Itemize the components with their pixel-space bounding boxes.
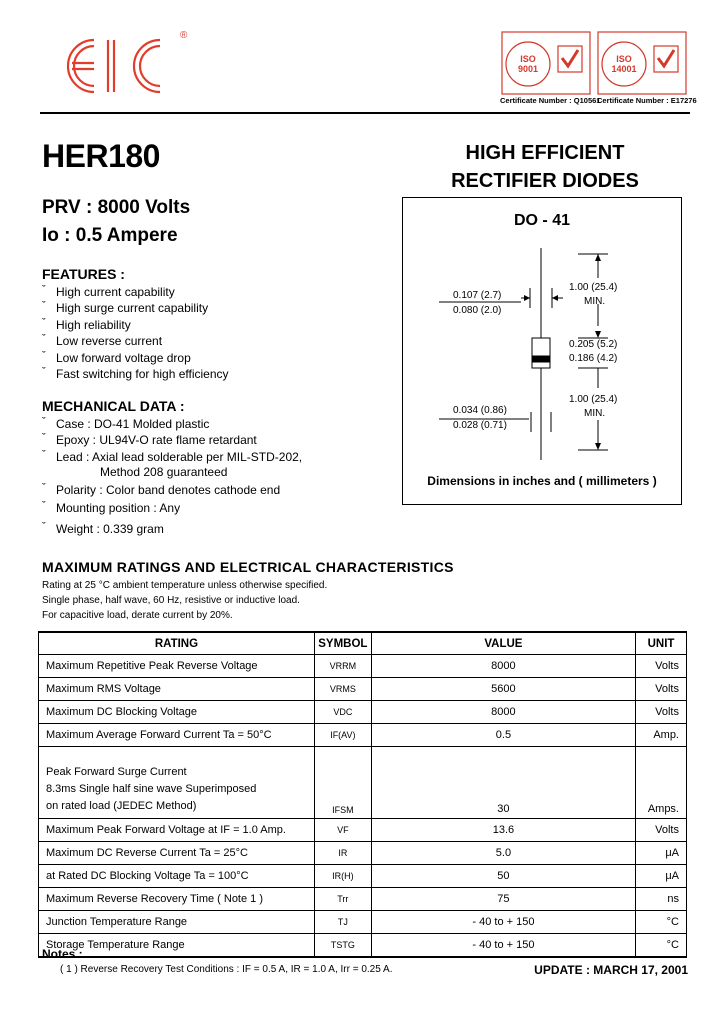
symbol-cell: VRMS [314,678,371,701]
table-row [39,747,687,819]
value-cell: 30 [371,747,635,819]
table-row [39,842,687,865]
table-row [39,888,687,911]
unit-cell: Volts [636,819,687,842]
value-cell: 75 [371,888,635,911]
ratings-heading: MAXIMUM RATINGS AND ELECTRICAL CHARACTERISTICS [42,559,454,575]
table-row [39,911,687,934]
rating-condition-2: Single phase, half wave, 60 Hz, resistive or inductive load. [42,595,300,606]
mech-case: ˇ Case : DO-41 Molded plastic [42,416,302,432]
rating-cell: Maximum Repetitive Peak Reverse Voltage [39,655,315,678]
table-row [39,655,687,678]
rating-cell: Maximum DC Reverse Current Ta = 25°C [39,842,315,865]
dim-wire-dia-max: 0.034 (0.86) [453,405,507,416]
table-row [39,819,687,842]
unit-cell: Volts [636,701,687,724]
rating-line: 8.3ms Single half sine wave Superimposed [46,783,257,795]
unit-cell: μA [636,842,687,865]
feature-item: ˇ Fast switching for high efficiency [42,366,229,382]
rating-cell [39,747,315,819]
mechanical-heading: MECHANICAL DATA : [42,398,185,414]
rating-condition-1: Rating at 25 °C ambient temperature unless otherwise specified. [42,580,328,591]
part-number: HER180 [42,138,160,174]
value-cell: 0.5 [371,724,635,747]
unit-cell: Volts [636,655,687,678]
unit-cell: °C [636,911,687,934]
dim-lead-len-bot: 1.00 (25.4) [569,394,618,405]
mech-weight: ˇ Weight : 0.339 gram [42,521,280,537]
registered-mark: ® [180,30,188,41]
symbol-cell: IFSM [314,747,371,819]
eic-logo [64,30,194,96]
io-rating: Io : 0.5 Ampere [42,225,178,246]
value-cell: 5.0 [371,842,635,865]
package-name: DO - 41 [513,212,570,229]
cert-number-14001: Certificate Number : E17276 [597,96,697,105]
mechanical-list [42,416,302,465]
dim-lead-dia-min: 0.080 (2.0) [453,305,502,316]
package-outline-box [402,197,682,505]
col-symbol: SYMBOL [314,632,371,655]
symbol-cell: IF(AV) [314,724,371,747]
dim-wire-dia-min: 0.028 (0.71) [453,420,507,431]
prv-rating: PRV : 8000 Volts [42,197,191,218]
feature-item: ˇ Low reverse current [42,333,229,349]
unit-cell: Amp. [636,724,687,747]
table-row [39,724,687,747]
iso14001-badge: ISO 14001 [611,54,637,74]
product-title-line2: RECTIFIER DIODES [451,170,639,192]
value-cell: - 40 to + 150 [371,911,635,934]
mech-lead-method: Method 208 guaranteed [100,465,228,479]
unit-cell: Volts [636,678,687,701]
mech-polarity: ˇ Polarity : Color band denotes cathode end [42,482,280,498]
ratings-table [38,631,687,958]
value-cell: 13.6 [371,819,635,842]
value-cell: 8000 [371,701,635,724]
dim-min-top: MIN. [584,296,606,307]
symbol-cell: Trr [314,888,371,911]
symbol-cell: TSTG [314,934,371,958]
value-cell: 8000 [371,655,635,678]
rating-cell: Maximum Peak Forward Voltage at IF = 1.0 Amp. [39,819,315,842]
symbol-cell: VF [314,819,371,842]
dim-body-len-min: 0.186 (4.2) [569,353,618,364]
table-row [39,865,687,888]
symbol-cell: VRRM [314,655,371,678]
symbol-cell: VDC [314,701,371,724]
table-row [39,934,687,958]
update-date: UPDATE : MARCH 17, 2001 [534,963,688,977]
rating-cell: Maximum Average Forward Current Ta = 50°C [39,724,315,747]
iso9001-badge: ISO 9001 [517,54,539,74]
feature-item: ˇ High reliability [42,317,229,333]
notes-heading: Notes : [42,947,83,961]
product-title-line1: HIGH EFFICIENT [465,142,625,164]
feature-item: ˇ Low forward voltage drop [42,350,229,366]
table-row [39,701,687,724]
col-unit: UNIT [636,632,687,655]
dim-lead-dia-max: 0.107 (2.7) [453,290,502,301]
package-drawing [403,198,681,504]
symbol-cell: IR(H) [314,865,371,888]
col-value: VALUE [371,632,635,655]
dim-lead-len-top: 1.00 (25.4) [569,282,618,293]
value-cell: 50 [371,865,635,888]
package-caption: Dimensions in inches and ( millimeters ) [427,474,657,488]
rating-cell: Storage Temperature Range [39,934,315,958]
value-cell: 5600 [371,678,635,701]
rating-line: Peak Forward Surge Current [46,766,187,778]
unit-cell: μA [636,865,687,888]
features-heading: FEATURES : [42,266,125,282]
rating-line: on rated load (JEDEC Method) [46,800,197,812]
features-list [42,284,229,382]
symbol-cell: IR [314,842,371,865]
mech-lead: ˇ Lead : Axial lead solderable per MIL-STD-202, [42,449,302,465]
table-header-row [39,632,687,655]
unit-cell: ns [636,888,687,911]
mech-epoxy: ˇ Epoxy : UL94V-O rate flame retardant [42,432,302,448]
rating-cell: Junction Temperature Range [39,911,315,934]
rating-cell: at Rated DC Blocking Voltage Ta = 100°C [39,865,315,888]
mech-mounting: ˇ Mounting position : Any [42,500,280,516]
rating-condition-3: For capacitive load, derate current by 20%. [42,610,233,621]
note-1: ( 1 ) Reverse Recovery Test Conditions : IF = 0.5 A, IR = 1.0 A, Irr = 0.25 A. [60,964,393,975]
feature-item: ˇ High current capability [42,284,229,300]
dim-body-len-max: 0.205 (5.2) [569,339,618,350]
rating-cell: Maximum RMS Voltage [39,678,315,701]
dim-min-bot: MIN. [584,408,606,419]
value-cell: - 40 to + 150 [371,934,635,958]
header-divider [40,112,690,114]
feature-item: ˇ High surge current capability [42,300,229,316]
rating-cell: Maximum DC Blocking Voltage [39,701,315,724]
mechanical-list-2 [42,482,280,537]
unit-cell: °C [636,934,687,958]
rating-cell: Maximum Reverse Recovery Time ( Note 1 ) [39,888,315,911]
cert-number-9001: Certificate Number : Q10561 [500,96,601,105]
unit-cell: Amps. [636,747,687,819]
table-row [39,678,687,701]
symbol-cell: TJ [314,911,371,934]
col-rating: RATING [39,632,315,655]
